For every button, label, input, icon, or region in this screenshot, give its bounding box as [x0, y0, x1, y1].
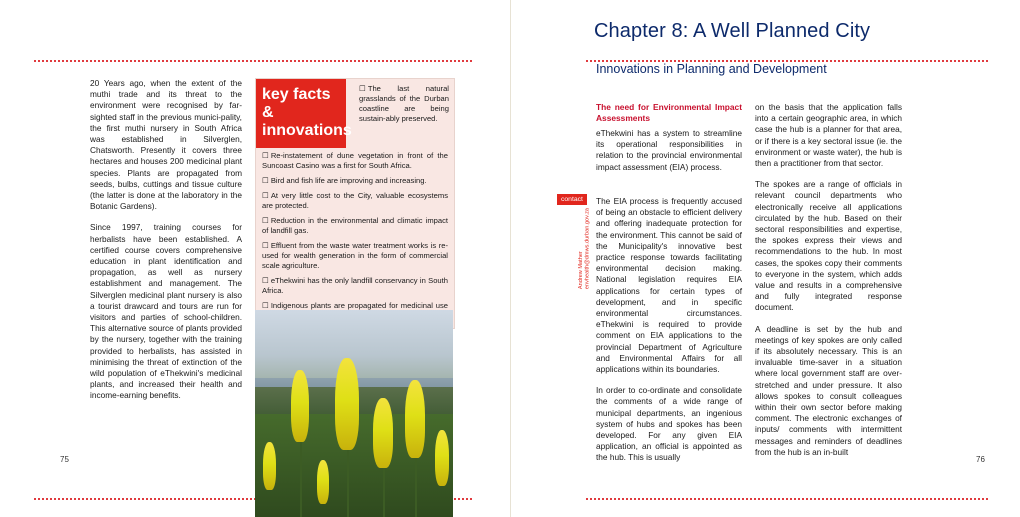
- bullet-square-icon: ☐: [262, 216, 269, 225]
- section-heading: The need for Environmental Impact Assessments: [596, 102, 742, 123]
- key-facts-box: [255, 78, 455, 329]
- plant-stem: [383, 460, 385, 517]
- chapter-subtitle: Innovations in Planning and Development: [596, 62, 827, 76]
- list-item: [262, 191, 448, 211]
- list-item: [262, 241, 448, 271]
- list-item-text: Effluent from the waste water treatment works is re-used for wealth generation in the form of commercial scale agriculture.: [262, 241, 448, 270]
- aloe-flower-spike: [405, 380, 425, 458]
- chapter-title: Chapter 8: A Well Planned City: [594, 20, 871, 42]
- left-paragraph-2: Since 1997, training courses for herbalists have been established. A certified course covers comprehensive education in plant identification and propagation, as well as nursery establishment and management. The Silverglen medicinal plant nursery is also a tourist drawcard and tours are run for visitors and parties of school-children. This alternative source of plants provided by the nursery, together with the training provided to herbalists, has assisted in minimising the threat of extinction of the wild population of eThekwini's medicinal plants, and increased their health and income-earning benefits.: [90, 222, 242, 401]
- right-column-1-top: [596, 128, 742, 183]
- list-item-text: eThekwini has the only landfill conservancy in South Africa.: [262, 276, 448, 295]
- aloe-flower-spike: [263, 442, 276, 490]
- list-item-text: Bird and fish life are improving and increasing.: [270, 176, 427, 185]
- contact-details-vertical: Andrew Mather envhealth@dmws.durban.gov.za: [578, 208, 591, 290]
- aloe-flower-spike: [335, 358, 359, 450]
- contact-tab: contact: [557, 194, 587, 205]
- left-body-column: [90, 78, 242, 412]
- list-item: [262, 176, 448, 186]
- bullet-square-icon: ☐: [262, 276, 269, 285]
- bullet-square-icon: ☐: [262, 191, 269, 200]
- right-paragraph-3: In order to co-ordinate and consolidate the comments of a wide range of municipal departments, an ingenious system of hubs and spokes has been developed. For any given EIA application, an official is appointed as the hub. This is usually: [596, 385, 742, 463]
- bullet-square-icon: ☐: [262, 241, 269, 250]
- left-top-dotted-rule: [34, 60, 472, 62]
- right-paragraph-1: eThekwini has a system to streamline its operational responsibilities in relation to the provincial environmental impact assessment (EIA) process.: [596, 128, 742, 172]
- key-facts-title: key facts & innovations: [256, 79, 346, 148]
- list-item-text: Indigenous plants are propagated for medicinal use: [270, 301, 448, 310]
- right-paragraph-4: on the basis that the application falls into a certain geographic area, in which case the hub is a planner for that area, or if there is a key sectoral issue (ie. the environment or waste water), the hub is then a practitioner from that sector.: [755, 102, 902, 169]
- key-facts-intro-text: The last natural grasslands of the Durban coastline are being sustain-ably preserved.: [359, 84, 449, 123]
- page-number-right: 76: [976, 455, 985, 464]
- list-item-text: At very little cost to the City, valuable ecosystems are protected.: [262, 191, 448, 210]
- right-paragraph-6: A deadline is set by the hub and meetings of key spokes are only called if its absolutely necessary. This is an invaluable time-saver in a situation where local government staff are over-stretched and under pressure. It also allows spokes to consult colleagues within their own sector before making comment. The electronic exchanges of inputs/ comments with intermittent messages and reminders of deadlines from the hub is an in-built: [755, 323, 902, 457]
- list-item: [262, 151, 448, 171]
- page-number-left: 75: [60, 455, 69, 464]
- right-column-2: [755, 102, 902, 468]
- list-item: [262, 276, 448, 296]
- key-facts-list: [256, 148, 454, 328]
- list-item-text: Re-instatement of dune vegetation in front of the Suncoast Casino was a first for South Africa.: [262, 151, 448, 170]
- right-column-1-bottom: [596, 196, 742, 474]
- right-paragraph-2: The EIA process is frequently accused of being an obstacle to efficient delivery and offering inadequate protection for the environment. This cannot be said of the Municipality's innovative best practice response towards facilitating environmental decision making. National legislation requires EIA applications for certain types of development, and in specific environmental circumstances. eThekwini is required to provide comment on EIA applications to the provincial Department of Agriculture and Environmental Affairs for all applications within its boundaries.: [596, 196, 742, 375]
- right-paragraph-5: The spokes are a range of officials in relevant council departments who electronically receive all applications circulated by the hub. Based on their sectoral responsibilities and expertise, the spokes express their views and recommendations to the hub. In most cases, the spokes copy their comments to everyone in the system, which adds value and results in a comprehensive and fully integrated response document.: [755, 179, 902, 313]
- aloe-flower-spike: [435, 430, 449, 486]
- bullet-square-icon: ☐: [262, 176, 269, 185]
- list-item: [262, 216, 448, 236]
- aloe-flower-spike: [317, 460, 329, 504]
- left-paragraph-1: 20 Years ago, when the extent of the muthi trade and its threat to the environment were recognised by far-sighted staff in the previous munici-pality, the first muthi nursery in South Africa was established in Silverglen, Chatsworth. Presently it covers three hectares and houses 200 medicinal plant species. Plants are propagated from seeds, bulbs, cuttings and tissue culture (the latter is done at the laboratory in the Botanic Gardens).: [90, 78, 242, 212]
- aloe-flower-spike: [373, 398, 393, 468]
- right-bottom-dotted-rule: [586, 498, 988, 500]
- plant-stem: [300, 430, 302, 517]
- bullet-square-icon: ☐: [262, 151, 269, 160]
- aloe-flower-spike: [291, 370, 309, 442]
- photo-aloe-coastline: [255, 310, 453, 517]
- list-item-text: Reduction in the environmental and climatic impact of landfill gas.: [262, 216, 448, 235]
- bullet-square-icon: ☐: [262, 301, 269, 310]
- right-page: [510, 0, 1020, 517]
- plant-stem: [415, 450, 417, 517]
- bullet-square-icon: ☐: [359, 84, 366, 93]
- plant-stem: [347, 440, 349, 517]
- key-facts-intro: [354, 79, 454, 128]
